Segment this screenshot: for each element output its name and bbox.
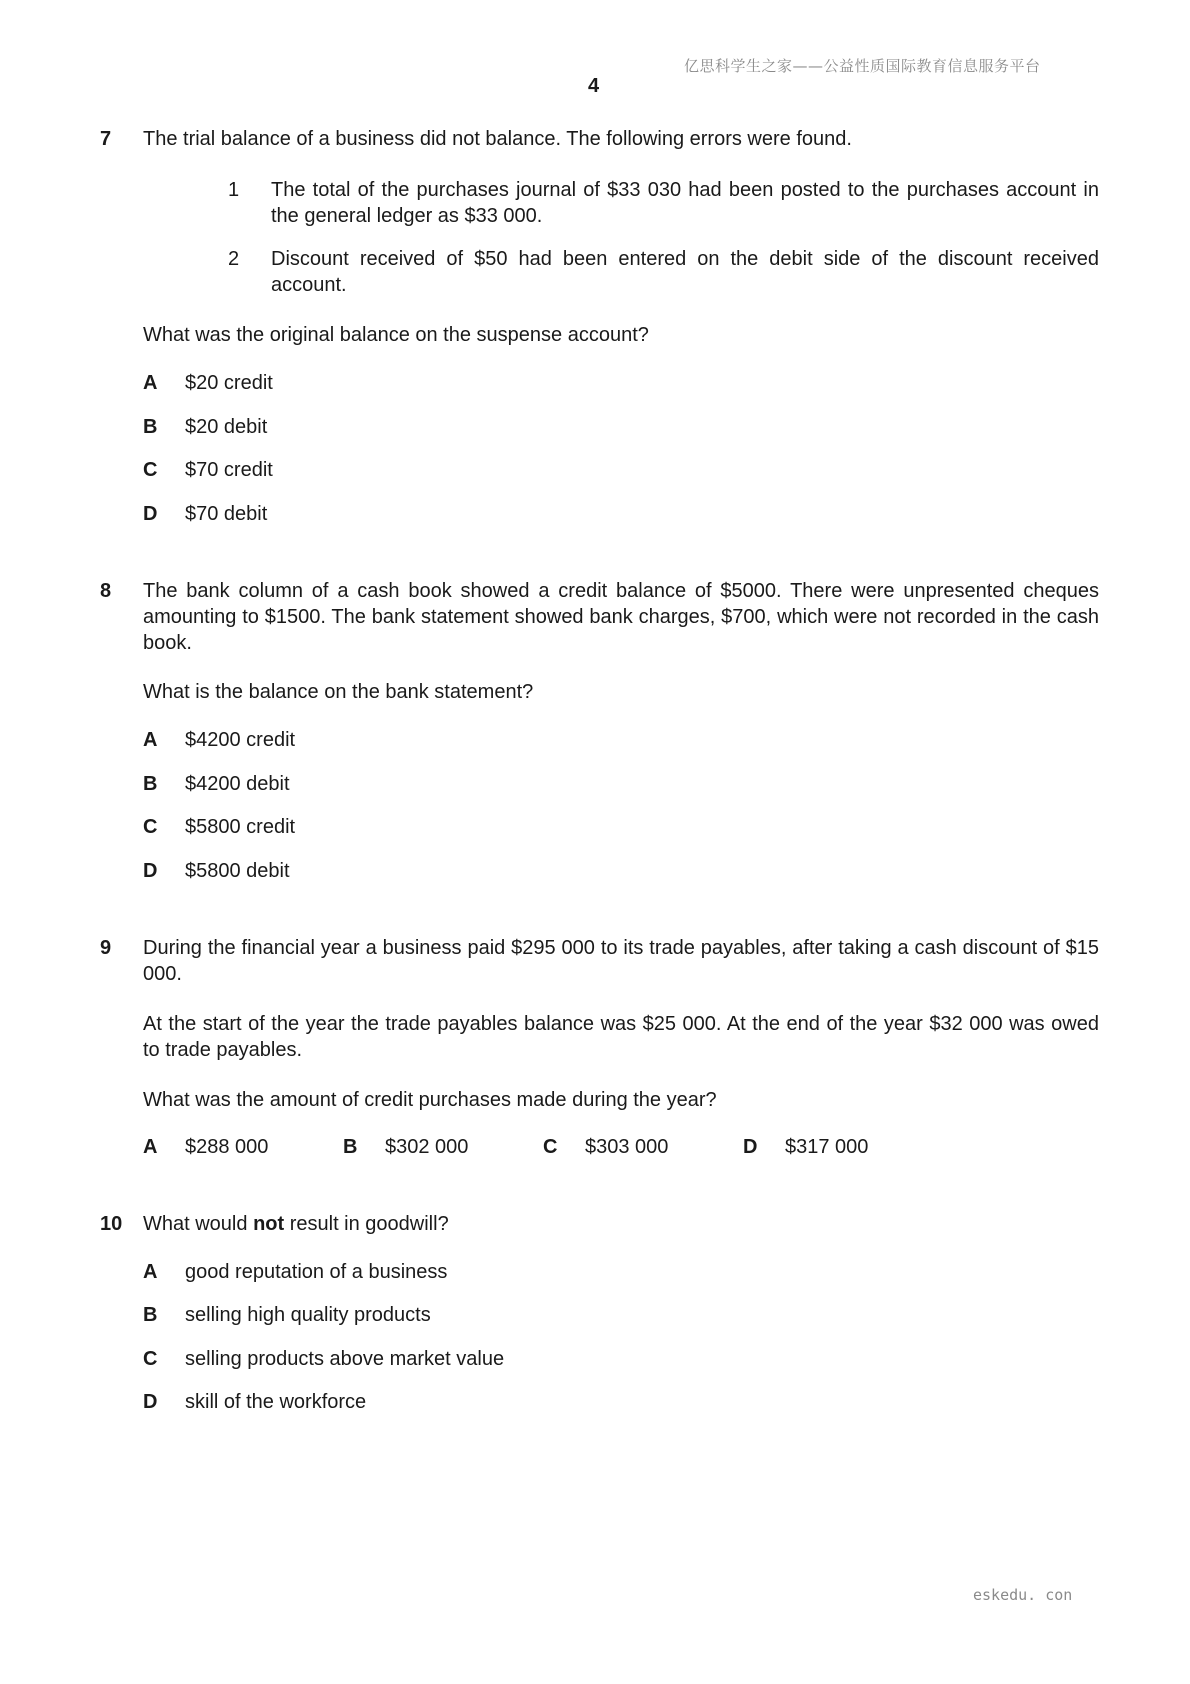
option-text: good reputation of a business bbox=[185, 1261, 448, 1283]
page-number: 4 bbox=[588, 75, 600, 97]
option-text: $4200 credit bbox=[185, 729, 296, 751]
option-letter: A bbox=[143, 372, 158, 394]
question-prompt: What was the original balance on the suspense account? bbox=[143, 324, 649, 346]
option-text: selling high quality products bbox=[185, 1304, 431, 1326]
option-text: $4200 debit bbox=[185, 773, 290, 795]
question-number: 7 bbox=[100, 128, 112, 150]
option-letter: D bbox=[143, 860, 158, 882]
question-prompt: What is the balance on the bank statement? bbox=[143, 681, 534, 703]
option-letter: C bbox=[143, 459, 158, 481]
option-letter: C bbox=[143, 1348, 158, 1370]
question-number: 10 bbox=[100, 1213, 123, 1235]
question-number: 8 bbox=[100, 580, 112, 602]
question-emphasis: not bbox=[253, 1213, 285, 1235]
option-text: $5800 debit bbox=[185, 860, 290, 882]
error-text: The total of the purchases journal of $33 030 had been posted to the purchases account in the general ledger as $33 000. bbox=[271, 179, 1099, 227]
question-number: 9 bbox=[100, 937, 112, 959]
question-text: During the financial year a business paid $295 000 to its trade payables, after taking a cash discount of $15 000. bbox=[143, 937, 1099, 985]
option-text: $288 000 bbox=[185, 1136, 269, 1158]
option-text: $317 000 bbox=[785, 1136, 869, 1158]
question-text bbox=[143, 1211, 1099, 1237]
option-letter: C bbox=[543, 1136, 558, 1158]
option-text: $20 debit bbox=[185, 416, 268, 438]
question-text-continued: At the start of the year the trade payables balance was $25 000. At the end of the year $32 000 was owed to trade payables. bbox=[143, 1013, 1099, 1061]
option-letter: C bbox=[143, 816, 158, 838]
option-letter: B bbox=[143, 773, 158, 795]
option-letter: B bbox=[343, 1136, 358, 1158]
option-letter: A bbox=[143, 1261, 158, 1283]
question-text: The trial balance of a business did not balance. The following errors were found. bbox=[143, 128, 852, 150]
option-text: $70 debit bbox=[185, 503, 268, 525]
option-letter: D bbox=[143, 1391, 158, 1413]
option-letter: A bbox=[143, 729, 158, 751]
error-text: Discount received of $50 had been entered on the debit side of the discount received account. bbox=[271, 248, 1099, 296]
option-text: $70 credit bbox=[185, 459, 273, 481]
watermark-text: 亿思科学生之家——公益性质国际教育信息服务平台 bbox=[684, 57, 1041, 75]
option-text: $20 credit bbox=[185, 372, 273, 394]
question-text: The bank column of a cash book showed a credit balance of $5000. There were unpresented cheques amounting to $1500. The bank statement showed bank charges, $700, which were not recorded in the cash book. bbox=[143, 580, 1099, 654]
question-text-part: What would bbox=[143, 1213, 254, 1235]
option-text: skill of the workforce bbox=[185, 1391, 367, 1413]
option-letter: D bbox=[143, 503, 158, 525]
option-text: selling products above market value bbox=[185, 1348, 505, 1370]
option-letter: B bbox=[143, 1304, 158, 1326]
question-text-part: result in goodwill? bbox=[284, 1213, 449, 1235]
footer-text: eskedu. con bbox=[973, 1586, 1073, 1604]
question-prompt: What was the amount of credit purchases made during the year? bbox=[143, 1089, 717, 1111]
option-letter: A bbox=[143, 1136, 158, 1158]
error-number: 2 bbox=[228, 248, 240, 270]
option-text: $5800 credit bbox=[185, 816, 296, 838]
option-letter: D bbox=[743, 1136, 758, 1158]
option-text: $303 000 bbox=[585, 1136, 669, 1158]
option-text: $302 000 bbox=[385, 1136, 469, 1158]
error-number: 1 bbox=[228, 179, 240, 201]
option-letter: B bbox=[143, 416, 158, 438]
